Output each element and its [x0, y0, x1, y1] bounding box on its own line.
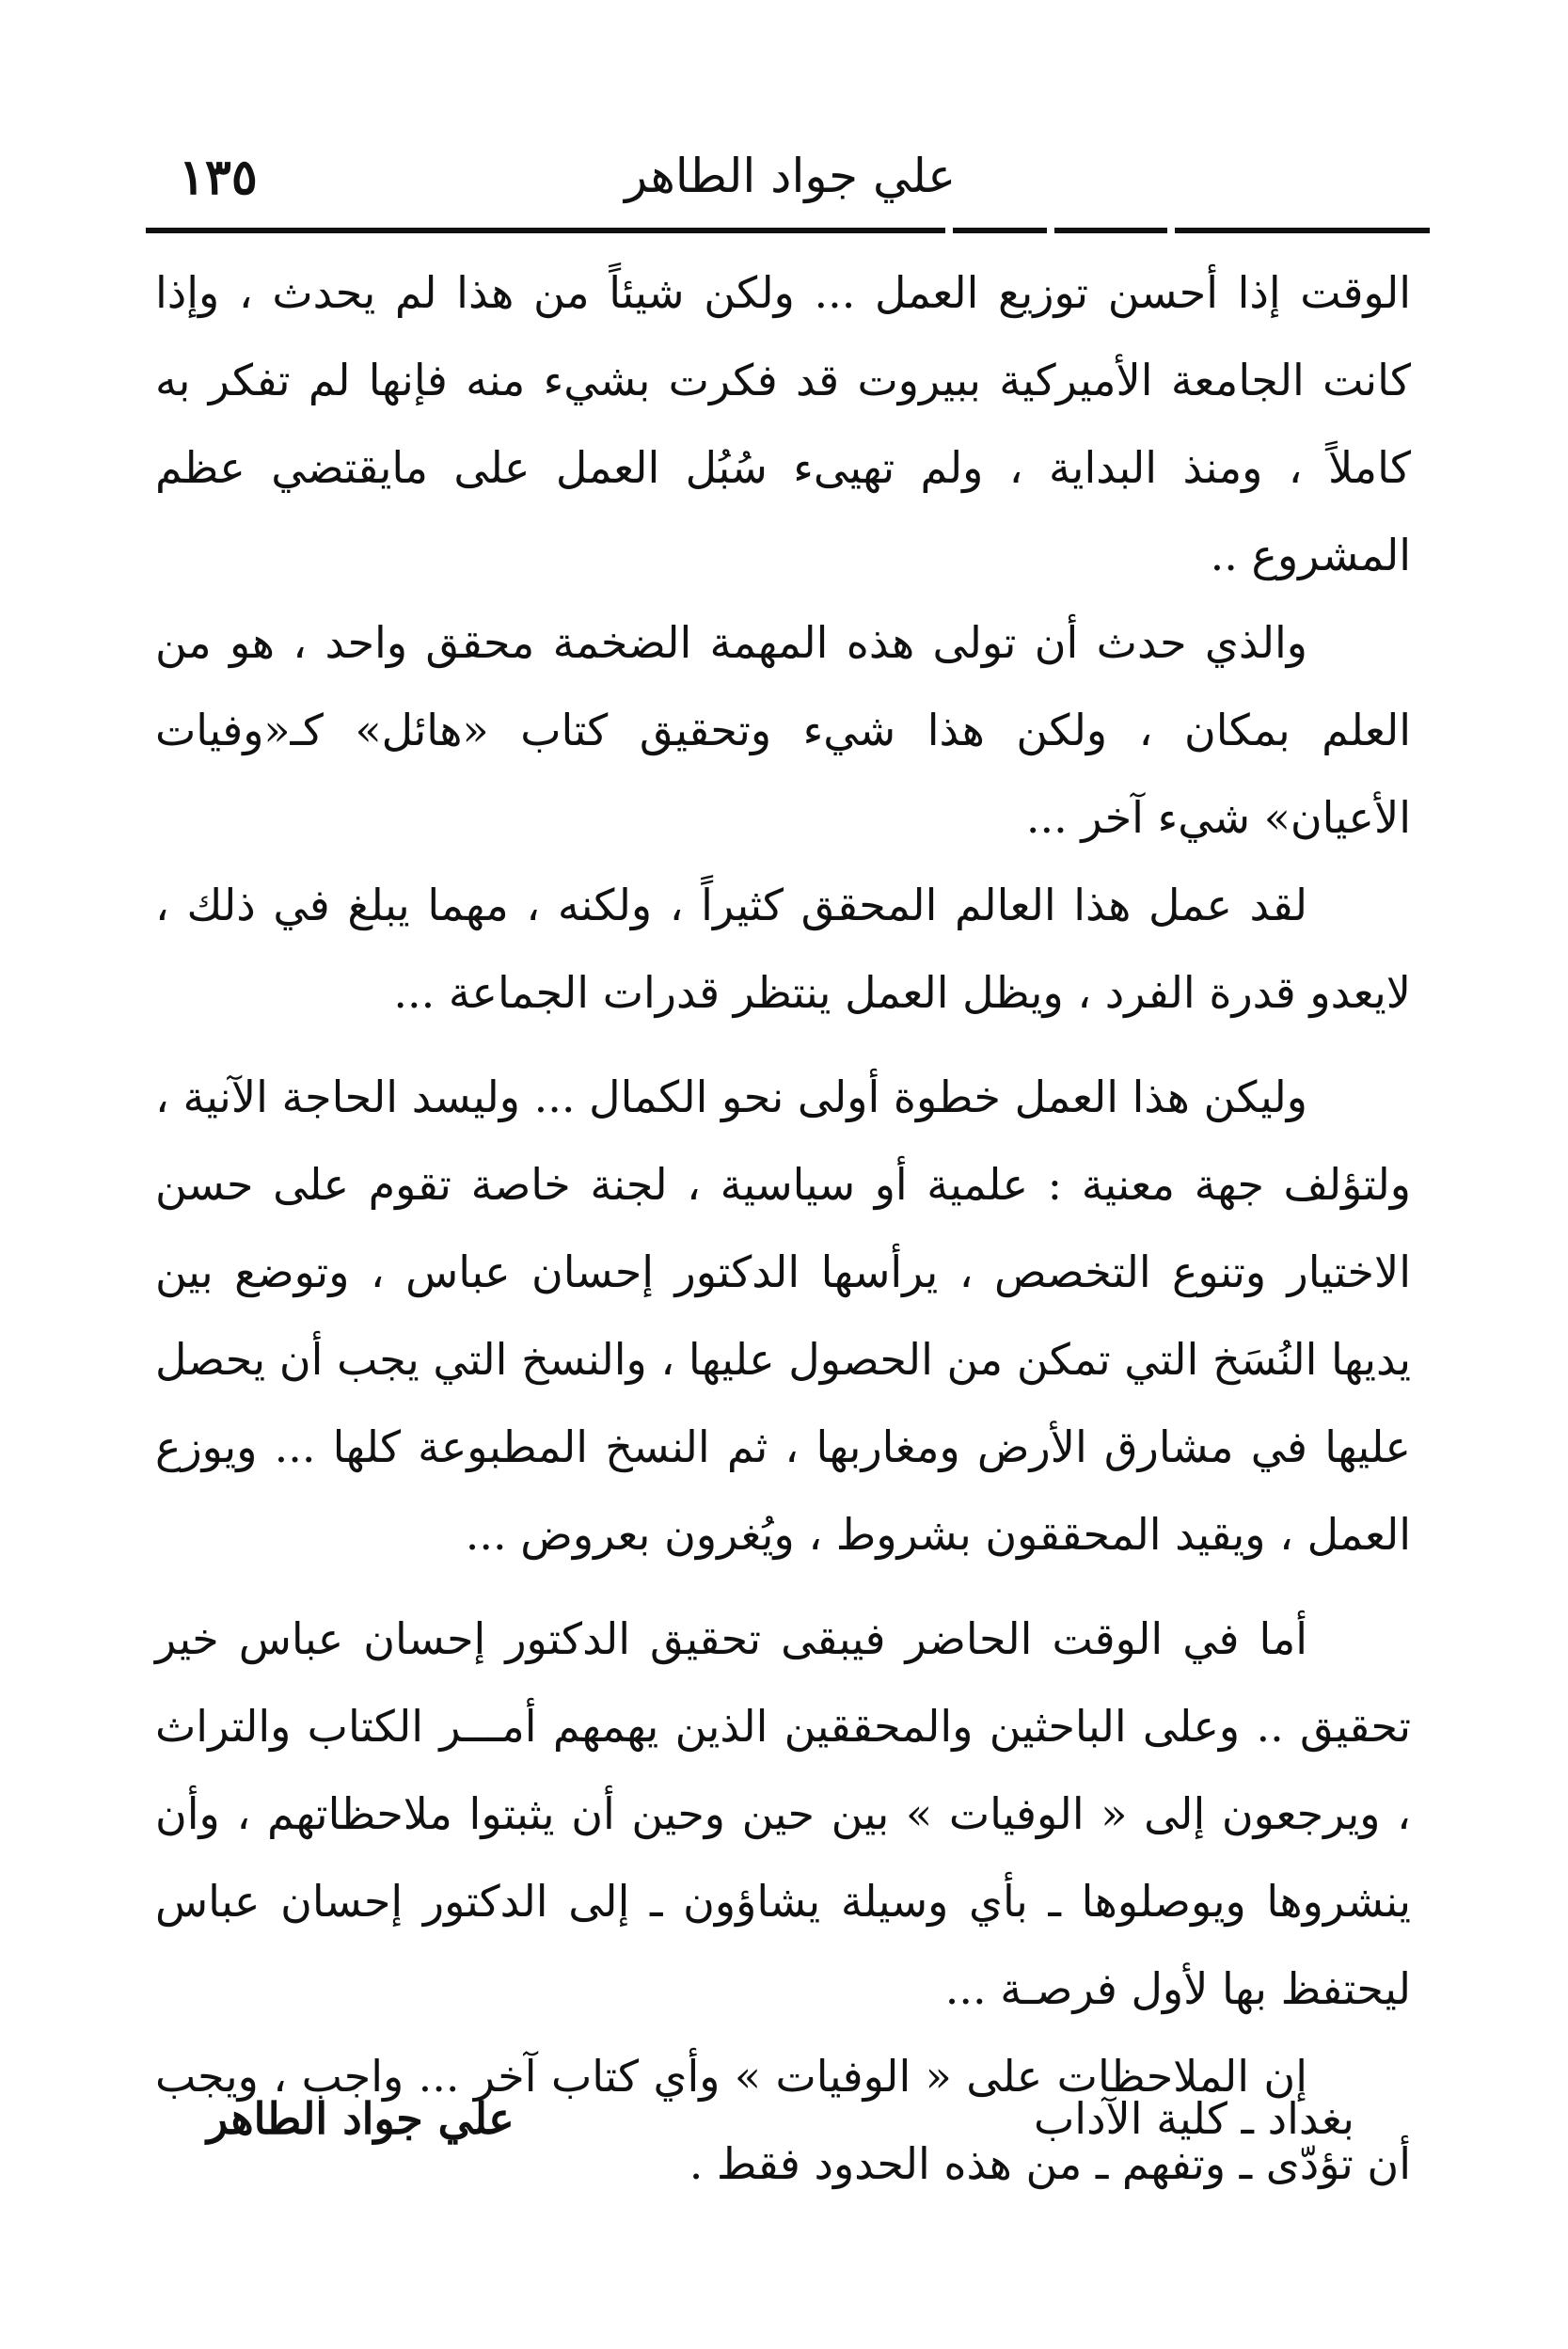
body-text	[155, 249, 1411, 2208]
header-rule-segment	[1054, 228, 1167, 233]
signature-block	[207, 2093, 1354, 2168]
running-title: علي جواد الطاهر	[624, 149, 957, 203]
header-rule	[146, 228, 1430, 233]
signature-place: بغداد ـ كلية الآداب	[1033, 2093, 1354, 2144]
header-rule-segment	[953, 228, 1047, 233]
page-header	[150, 141, 1430, 226]
header-rule-segment	[1175, 228, 1430, 233]
page-number: ١٣٥	[179, 149, 258, 206]
paragraph: أما في الوقت الحاضر فيبقى تحقيق الدكتور إحسان عباس خير تحقيق .. وعلى الباحثين والمحققين الذين يهمهم أمـــر الكتاب والتراث ، ويرجعون إلى « الوفيات » بين حين وحين أن يثبتوا ملاحظاتهم ، وأن ينشروها ويوصلوها ـ بأي وسيلة يشاؤون ـ إلى الدكتور إحسان عباس ليحتفظ بها لأول فرصـة ...	[155, 1613, 1411, 2014]
paragraph: الوقت إذا أحسن توزيع العمل ... ولكن شيئاً من هذا لم يحدث ، وإذا كانت الجامعة الأميركية ببيروت قد فكرت بشيء منه فإنها لم تفكر به كاملاً ، ومنذ البداية ، ولم تهيىء سُبُل العمل على مايقتضي عظم المشروع ..	[155, 267, 1411, 580]
paragraph: لقد عمل هذا العالم المحقق كثيراً ، ولكنه ، مهما يبلغ في ذلك ، لايعدو قدرة الفرد ، ويظل العمل ينتظر قدرات الجماعة ...	[155, 880, 1411, 1018]
paragraph: إن الملاحظات على « الوفيات » وأي كتاب آخر ... واجب ، ويجب أن تؤدّى ـ وتفهم ـ من هذه الحدود فقط .	[155, 2051, 1411, 2189]
paragraph: والذي حدث أن تولى هذه المهمة الضخمة محقق واحد ، هو من العلم بمكان ، ولكن هذا شيء وتحقيق كتاب «هائل» كـ«وفيات الأعيان» شيء آخر ...	[155, 617, 1411, 843]
paragraph: وليكن هذا العمل خطوة أولى نحو الكمال ... وليسد الحاجة الآنية ، ولتؤلف جهة معنية : علمية أو سياسية ، لجنة خاصة تقوم على حسن الاختيار وتنوع التخصص ، يرأسها الدكتور إحسان عباس ، وتوضع بين يديها النُسَخ التي تمكن من الحصول عليها ، والنسخ التي يجب أن يحصل عليها في مشارق الأرض ومغاربها ، ثم النسخ المطبوعة كلها ... ويوزع العمل ، ويقيد المحققون بشروط ، ويُغرون بعروض ...	[155, 1071, 1411, 1560]
header-rule-segment	[146, 228, 945, 233]
signature-author: علي جواد الطاهر	[207, 2093, 515, 2144]
